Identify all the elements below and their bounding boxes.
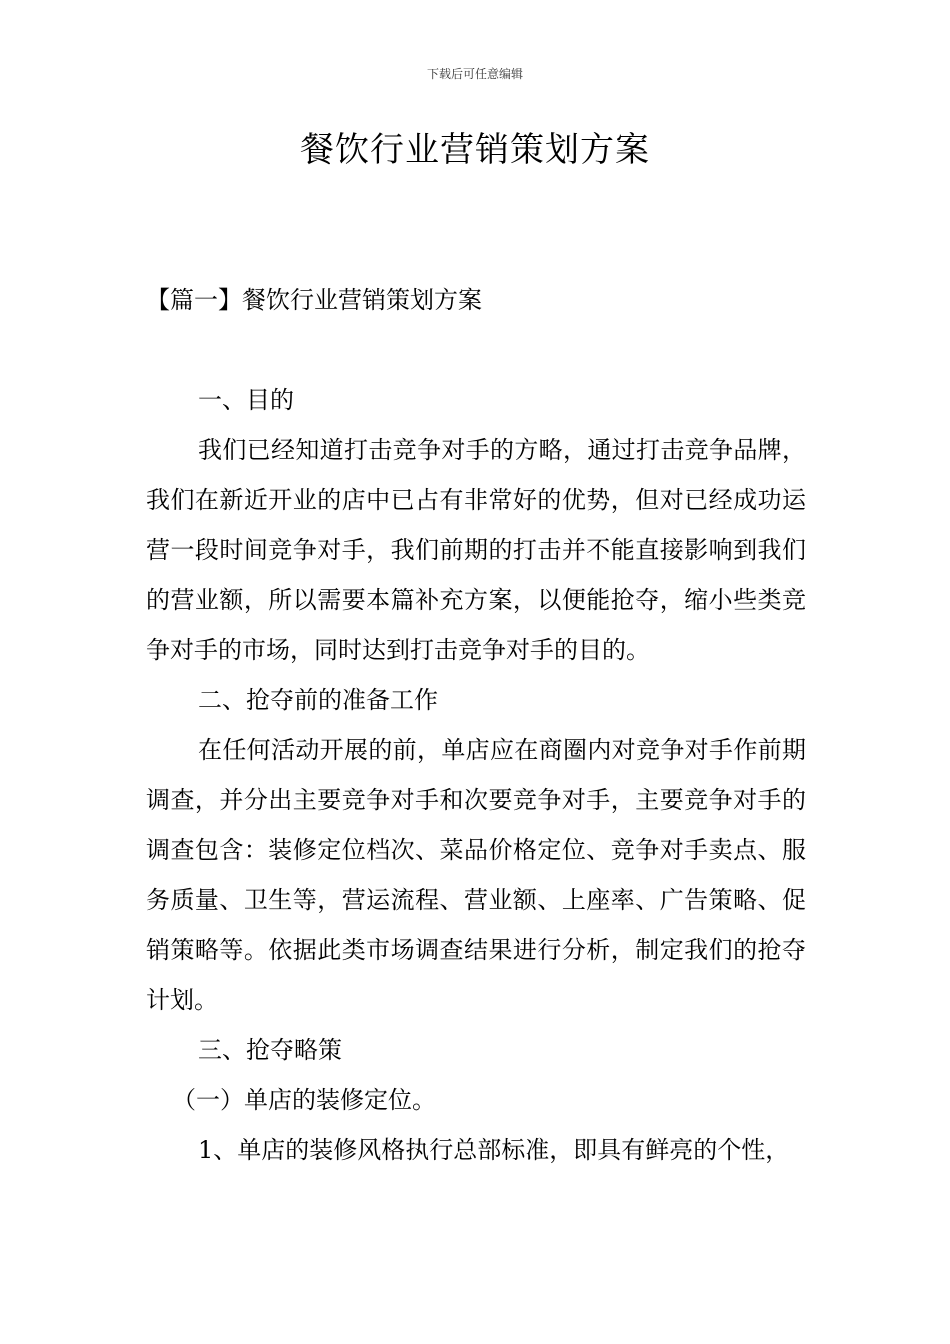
subheading-store-decoration: （一）单店的装修定位。 xyxy=(172,1086,436,1114)
heading-purpose: 一、目的 xyxy=(198,386,294,414)
heading-preparation: 二、抢夺前的准备工作 xyxy=(198,686,438,714)
paragraph-purpose: 我们已经知道打击竞争对手的方略，通过打击竞争品牌，我们在新近开业的店中已占有非常好的优势，但对已经成功运营一段时间竞争对手，我们前期的打击并不能直接影响到我们的营业额，所以需要本篇补充方案，以便能抢夺，缩小些类竞争对手的市场，同时达到打击竞争对手的目的。 xyxy=(146,436,806,664)
paragraph-preparation: 在任何活动开展的前，单店应在商圈内对竞争对手作前期调查，并分出主要竞争对手和次要竞争对手，主要竞争对手的调查包含：装修定位档次、菜品价格定位、竞争对手卖点、服务质量、卫生等，营运流程、营业额、上座率、广告策略、促销策略等。依据此类市场调查结果进行分析，制定我们的抢夺计划。 xyxy=(146,736,806,1014)
section-heading: 【篇一】餐饮行业营销策划方案 xyxy=(146,286,482,314)
document-body xyxy=(146,375,806,1175)
paragraph-decoration-style: 1、单店的装修风格执行总部标准，即具有鲜亮的个性， xyxy=(198,1136,790,1164)
header-note: 下载后可任意编辑 xyxy=(426,67,523,81)
document-title: 餐饮行业营销策划方案 xyxy=(300,130,650,170)
heading-strategy: 三、抢夺略策 xyxy=(198,1036,342,1064)
